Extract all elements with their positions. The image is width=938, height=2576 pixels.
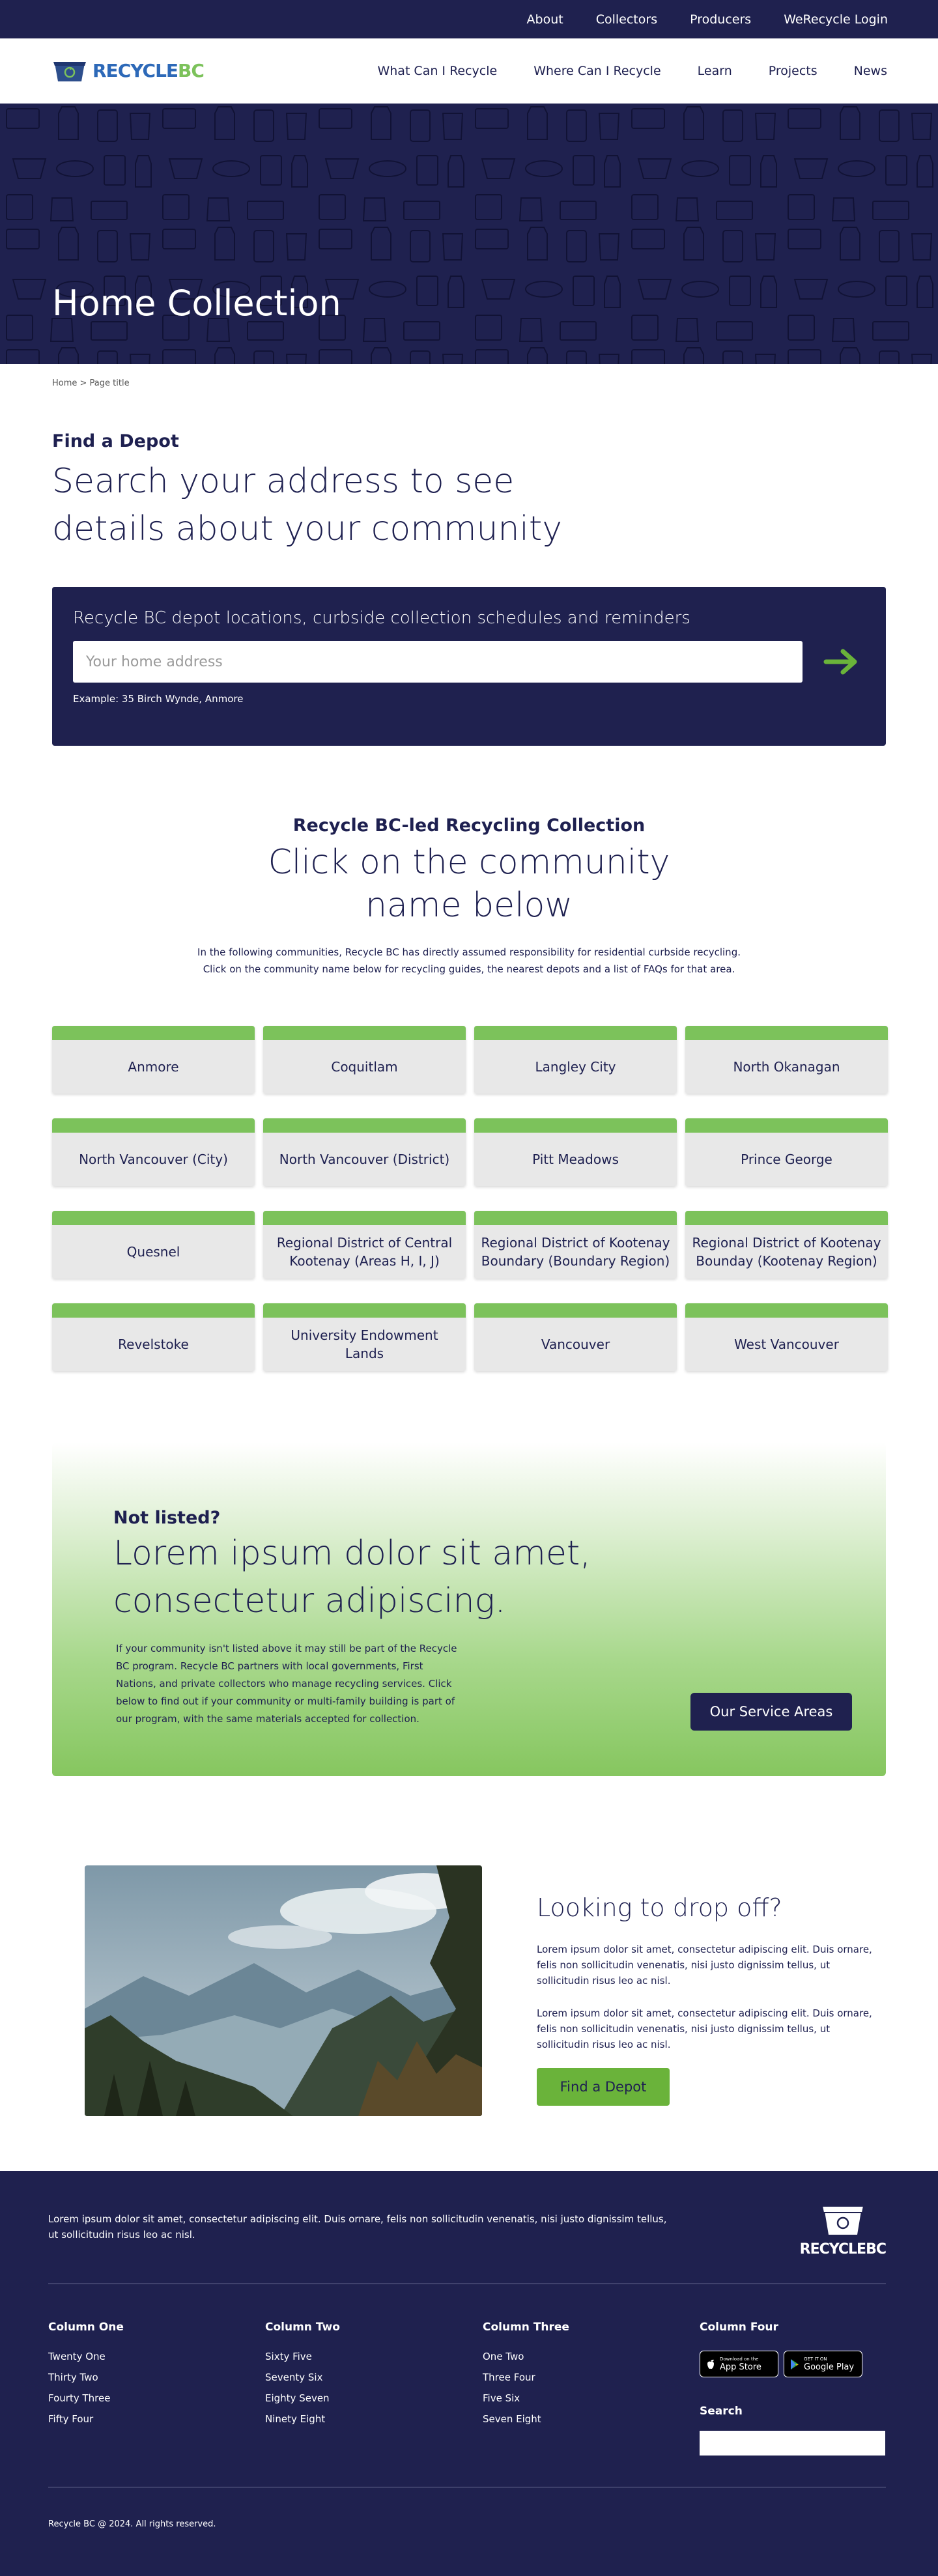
google-play-badge-label: Google Play bbox=[804, 2362, 855, 2372]
site-logo[interactable] bbox=[52, 58, 204, 84]
footer-column-title: Column One bbox=[48, 2321, 124, 2334]
footer-link[interactable]: Fifty Four bbox=[48, 2413, 94, 2425]
footer-column-two bbox=[265, 2321, 340, 2434]
footer-link[interactable]: Three Four bbox=[483, 2371, 535, 2383]
hero-banner bbox=[0, 104, 938, 364]
footer-link[interactable]: Fourty Three bbox=[48, 2392, 111, 2404]
apple-icon bbox=[705, 2358, 716, 2370]
main-navigation bbox=[0, 38, 938, 104]
community-eyebrow: Recycle BC-led Recycling Collection bbox=[292, 815, 646, 836]
nav-news[interactable]: News bbox=[853, 63, 887, 78]
community-card-anmore[interactable] bbox=[52, 1026, 255, 1094]
find-depot-eyebrow: Find a Depot bbox=[52, 431, 179, 451]
community-card-label: University Endowment Lands bbox=[291, 1327, 438, 1361]
drop-off-heading: Looking to drop off? bbox=[537, 1893, 782, 1922]
community-card-rd-kootenay-boundary-boundary[interactable] bbox=[474, 1211, 677, 1279]
community-heading-line-1: Click on the community bbox=[268, 843, 670, 882]
utility-link-about[interactable]: About bbox=[526, 12, 563, 27]
community-card-revelstoke[interactable] bbox=[52, 1303, 255, 1371]
footer-link[interactable]: One Two bbox=[483, 2351, 524, 2362]
community-card-label: Regional District of Kootenay Bounday (Kootenay Region) bbox=[692, 1235, 881, 1269]
community-card-label: Coquitlam bbox=[331, 1059, 398, 1075]
our-service-areas-button[interactable]: Our Service Areas bbox=[690, 1693, 852, 1731]
app-store-badge-label: App Store bbox=[720, 2362, 761, 2372]
address-search-description: Recycle BC depot locations, curbside collection schedules and reminders bbox=[73, 608, 690, 628]
google-play-icon bbox=[789, 2358, 800, 2370]
drop-off-paragraph-2: Lorem ipsum dolor sit amet, consectetur adipiscing elit. Duis ornare, felis non sollicitudin venenatis, nisi justo dignissim tellus, ut sollicitudin risus leo ac nisl. bbox=[537, 2007, 872, 2050]
community-card-west-vancouver[interactable] bbox=[685, 1303, 888, 1371]
community-card-label: Regional District of Kootenay Boundary (Boundary Region) bbox=[481, 1235, 670, 1269]
address-search-row bbox=[73, 641, 865, 683]
footer-link[interactable]: Seventy Six bbox=[265, 2371, 323, 2383]
logo-wordmark: RECYCLEBC bbox=[92, 60, 204, 81]
community-description-line-2: Click on the community name below for recycling guides, the nearest depots and a list of FAQs for that area. bbox=[203, 963, 735, 975]
find-depot-section bbox=[52, 431, 938, 553]
not-listed-heading-line-1: Lorem ipsum dolor sit amet, bbox=[113, 1534, 591, 1573]
nav-projects[interactable]: Projects bbox=[768, 63, 817, 78]
utility-bar bbox=[0, 0, 938, 38]
community-card-label: North Vancouver (District) bbox=[279, 1152, 450, 1167]
address-search-submit-button[interactable] bbox=[822, 642, 861, 681]
community-card-label: North Vancouver (City) bbox=[79, 1152, 228, 1167]
nav-learn[interactable]: Learn bbox=[697, 63, 732, 78]
not-listed-heading bbox=[113, 1530, 591, 1625]
footer-link[interactable]: Seven Eight bbox=[483, 2413, 541, 2425]
find-depot-heading bbox=[52, 458, 938, 553]
footer-link[interactable]: Sixty Five bbox=[265, 2351, 312, 2362]
address-example-hint: Example: 35 Birch Wynde, Anmore bbox=[73, 693, 244, 705]
not-listed-heading-line-2: consectetur adipiscing. bbox=[113, 1581, 506, 1621]
footer-column-three bbox=[483, 2321, 569, 2434]
footer-column-title: Column Four bbox=[700, 2321, 778, 2334]
community-card-langley-city[interactable] bbox=[474, 1026, 677, 1094]
community-card-prince-george[interactable] bbox=[685, 1118, 888, 1186]
find-depot-heading-line-1: Search your address to see bbox=[52, 462, 515, 501]
community-card-north-okanagan[interactable] bbox=[685, 1026, 888, 1094]
community-card-label: North Okanagan bbox=[733, 1059, 840, 1075]
community-section bbox=[0, 815, 938, 978]
mountain-landscape-photo bbox=[85, 1865, 482, 2116]
recyclables-pattern-background bbox=[0, 104, 938, 364]
footer-link[interactable]: Ninety Eight bbox=[265, 2413, 326, 2425]
footer-column-title: Column Two bbox=[265, 2321, 340, 2334]
google-play-badge-small-text: GET IT ON bbox=[804, 2356, 827, 2362]
footer-column-one bbox=[48, 2321, 124, 2434]
arrow-right-icon bbox=[822, 642, 861, 681]
site-footer bbox=[0, 2171, 938, 2576]
footer-search-input[interactable] bbox=[700, 2431, 885, 2456]
community-card-rd-kootenay-boundary-kootenay[interactable] bbox=[685, 1211, 888, 1279]
breadcrumb: Home > Page title bbox=[52, 378, 130, 388]
community-card-label: Langley City bbox=[535, 1059, 616, 1075]
community-card-north-vancouver-city[interactable] bbox=[52, 1118, 255, 1186]
community-description bbox=[0, 944, 938, 978]
community-card-label: Vancouver bbox=[541, 1337, 610, 1352]
utility-link-producers[interactable]: Producers bbox=[690, 12, 752, 27]
recycle-bin-logo-icon bbox=[52, 58, 87, 84]
footer-logo-wordmark: RECYCLEBC bbox=[799, 2241, 886, 2258]
community-heading-line-2: name below bbox=[365, 886, 573, 925]
find-a-depot-button[interactable]: Find a Depot bbox=[537, 2068, 670, 2106]
community-card-north-vancouver-district[interactable] bbox=[263, 1118, 466, 1186]
utility-link-collectors[interactable]: Collectors bbox=[595, 12, 658, 27]
community-card-label: Prince George bbox=[741, 1152, 832, 1167]
community-card-label: West Vancouver bbox=[734, 1337, 839, 1352]
footer-link[interactable]: Eighty Seven bbox=[265, 2392, 330, 2404]
community-heading bbox=[0, 841, 938, 927]
footer-search-label: Search bbox=[700, 2405, 743, 2418]
drop-off-paragraph-1: Lorem ipsum dolor sit amet, consectetur adipiscing elit. Duis ornare, felis non sollicitudin venenatis, nisi justo dignissim tellus, ut sollicitudin risus leo ac nisl. bbox=[537, 1944, 872, 1987]
community-card-quesnel[interactable] bbox=[52, 1211, 255, 1279]
footer-intro-text: Lorem ipsum dolor sit amet, consectetur adipiscing elit. Duis ornare, felis non sollicitudin venenatis, nisi justo dignissim tellus, ut sollicitudin risus leo ac nisl. bbox=[48, 2213, 667, 2241]
utility-link-werecycle-login[interactable]: WeRecycle Login bbox=[784, 12, 888, 27]
footer-link[interactable]: Five Six bbox=[483, 2392, 520, 2404]
app-store-badges bbox=[700, 2351, 885, 2377]
community-card-pitt-meadows[interactable] bbox=[474, 1118, 677, 1186]
app-store-badge[interactable] bbox=[700, 2351, 778, 2377]
app-store-badge-small-text: Download on the bbox=[720, 2356, 759, 2362]
address-search-panel bbox=[52, 587, 886, 746]
find-depot-heading-line-2: details about your community bbox=[52, 509, 563, 548]
footer-link[interactable]: Twenty One bbox=[48, 2351, 106, 2362]
community-card-rd-central-kootenay[interactable] bbox=[263, 1211, 466, 1279]
community-description-line-1: In the following communities, Recycle BC has directly assumed responsibility for residential curbside recycling. bbox=[197, 946, 741, 958]
community-card-vancouver[interactable] bbox=[474, 1303, 677, 1371]
community-card-university-endowment-lands[interactable] bbox=[263, 1303, 466, 1371]
google-play-badge[interactable] bbox=[784, 2351, 862, 2377]
page-title: Home Collection bbox=[52, 283, 341, 324]
recycle-bin-icon bbox=[819, 2202, 866, 2236]
community-card-grid bbox=[52, 1026, 938, 1371]
not-listed-eyebrow: Not listed? bbox=[113, 1508, 221, 1528]
primary-nav-links bbox=[377, 64, 887, 78]
drop-off-section bbox=[0, 1776, 938, 2167]
footer-logo[interactable] bbox=[800, 2202, 886, 2258]
nav-what-can-i-recycle[interactable]: What Can I Recycle bbox=[377, 63, 498, 78]
community-card-label: Quesnel bbox=[126, 1244, 180, 1260]
not-listed-description: If your community isn't listed above it may still be part of the Recycle BC program. Recycle BC partners with local governments, First Nations, and private collectors who manage recycling services. Click below to find out if your community or multi-family building is part of our program, with the same materials accepted for collection. bbox=[116, 1643, 457, 1725]
footer-column-four bbox=[700, 2321, 885, 2456]
nav-where-can-i-recycle[interactable]: Where Can I Recycle bbox=[533, 63, 661, 78]
community-card-label: Anmore bbox=[128, 1059, 179, 1075]
home-address-input[interactable] bbox=[73, 641, 803, 683]
community-card-label: Revelstoke bbox=[118, 1337, 189, 1352]
mountain-landscape-image bbox=[85, 1865, 482, 2116]
not-listed-panel bbox=[52, 1443, 886, 1776]
community-card-label: Regional District of Central Kootenay (Areas H, I, J) bbox=[276, 1235, 453, 1269]
footer-copyright: Recycle BC @ 2024. All rights reserved. bbox=[48, 2519, 216, 2529]
community-card-label: Pitt Meadows bbox=[532, 1152, 619, 1167]
community-card-coquitlam[interactable] bbox=[263, 1026, 466, 1094]
footer-link[interactable]: Thirty Two bbox=[48, 2371, 98, 2383]
footer-column-title: Column Three bbox=[483, 2321, 569, 2334]
